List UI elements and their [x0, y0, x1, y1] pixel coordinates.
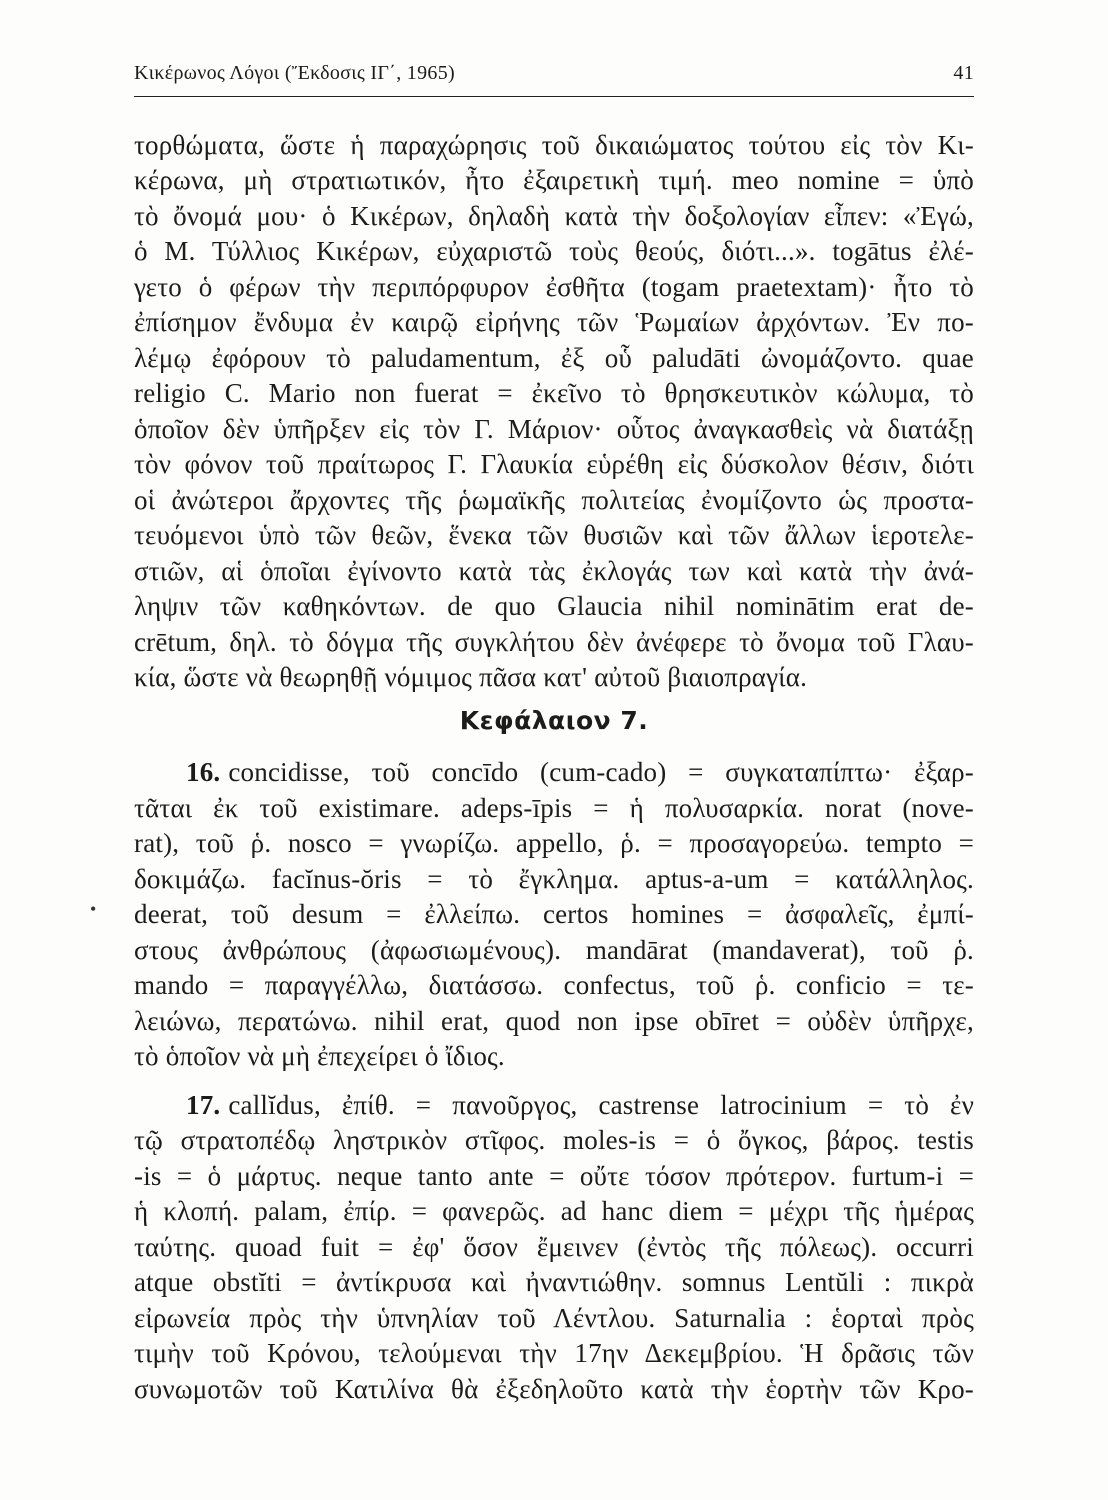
text-line: δοκιμάζω. facĭnus-ŏris = τὸ ἔγκλημα. aptus-a-um = κατάλληλος. [134, 864, 974, 894]
text-line: ταύτης. quoad fuit = ἐφ' ὅσον ἔμεινεν (ἐντὸς τῆς πόλεως). occurri [134, 1232, 974, 1262]
text-line: ληψιν τῶν καθηκόντων. de quo Glaucia nihil nominātim erat de- [134, 591, 974, 621]
text-line: religio C. Mario non fuerat = ἐκεῖνο τὸ θρησκευτικὸν κώλυμα, τὸ [134, 378, 974, 408]
text-line: ἡ κλοπή. palam, ἐπίρ. = φανερῶς. ad hanc diem = μέχρι τῆς ἡμέρας [134, 1196, 974, 1226]
text-line: ὁ Μ. Τύλλιος Κικέρων, εὐχαριστῶ τοὺς θεούς, διότι...». togātus ἐλέ- [134, 236, 974, 266]
running-title: Κικέρωνος Λόγοι (Ἔκδοσις ΙΓ΄, 1965) [134, 62, 455, 84]
text-line: τὸ ὁποῖον νὰ μὴ ἐπεχείρει ὁ ἴδιος. [134, 1041, 505, 1071]
margin-dot: • [90, 899, 97, 919]
text-line: τῷ στρατοπέδῳ ληστρικὸν στῖφος. moles-is = ὁ ὄγκος, βάρος. testis [134, 1125, 974, 1155]
text-line: λέμῳ ἐφόρουν τὸ paludamentum, ἐξ οὗ paludāti ὠνομάζοντο. quae [134, 343, 974, 373]
text-line: ὁποῖον δὲν ὑπῆρξεν εἰς τὸν Γ. Μάριον· οὗτος ἀναγκασθεὶς νὰ διατάξῃ [134, 414, 974, 444]
text-line: γετο ὁ φέρων τὴν περιπόρφυρον ἐσθῆτα (togam praetextam)· ἦτο τὸ [134, 272, 974, 302]
text-line: crētum, δηλ. τὸ δόγμα τῆς συγκλήτου δὲν ἀνέφερε τὸ ὄνομα τοῦ Γλαυ- [134, 627, 974, 657]
text-line: τευόμενοι ὑπὸ τῶν θεῶν, ἕνεκα τῶν θυσιῶν καὶ τῶν ἄλλων ἱεροτελε- [134, 520, 974, 550]
text-line: -is = ὁ μάρτυς. neque tanto ante = οὔτε τόσον πρότερον. furtum-i = [134, 1161, 974, 1191]
text-line: concidisse, τοῦ concīdo (cum-cado) = συγκαταπίπτω· ἐξαρ- [228, 757, 974, 787]
text-line: atque obstĭti = ἀντίκρυσα καὶ ἠναντιώθην. somnus Lentŭli : πικρὰ [134, 1267, 974, 1297]
paragraph-number: 17. [186, 1090, 221, 1120]
text-line: τὸν φόνον τοῦ πραίτωρος Γ. Γλαυκία εὑρέθη εἰς δύσκολον θέσιν, διότι [134, 449, 974, 479]
text-line: συνωμοτῶν τοῦ Κατιλίνα θὰ ἐξεδηλοῦτο κατὰ τὴν ἑορτὴν τῶν Κρο- [134, 1374, 974, 1404]
page-number: 41 [953, 62, 974, 84]
running-header [134, 58, 974, 94]
text-line: κία, ὥστε νὰ θεωρηθῇ νόμιμος πᾶσα κατ' αὐτοῦ βιαιοπραγία. [134, 662, 808, 692]
text-line: callĭdus, ἐπίθ. = πανοῦργος, castrense latrocinium = τὸ ἐν [228, 1090, 974, 1120]
text-line: τορθώματα, ὥστε ἡ παραχώρησις τοῦ δικαιώματος τούτου εἰς τὸν Κι- [134, 130, 974, 160]
paragraph-first-line [186, 755, 974, 789]
paragraph-number: 16. [186, 757, 221, 787]
chapter-heading: Κεφάλαιον 7. [459, 706, 649, 735]
text-line: mando = παραγγέλλω, διατάσσω. confectus, τοῦ ῥ. conficio = τε- [134, 970, 974, 1000]
header-rule [134, 96, 974, 97]
text-line: τιμὴν τοῦ Κρόνου, τελούμεναι τὴν 17ην Δεκεμβρίου. Ἡ δρᾶσις τῶν [134, 1338, 974, 1368]
text-line: rat), τοῦ ῥ. nosco = γνωρίζω. appello, ῥ. = προσαγορεύω. tempto = [134, 828, 974, 858]
text-line: τὸ ὄνομά μου· ὁ Κικέρων, δηλαδὴ κατὰ τὴν δοξολογίαν εἶπεν: «Ἐγώ, [134, 201, 974, 231]
paragraph-first-line [186, 1088, 974, 1122]
text-line: κέρωνα, μὴ στρατιωτικόν, ἦτο ἐξαιρετικὴ τιμή. meo nomine = ὑπὸ [134, 165, 974, 195]
text-line: οἱ ἀνώτεροι ἄρχοντες τῆς ῥωμαϊκῆς πολιτείας ἐνομίζοντο ὡς προστα- [134, 485, 974, 515]
text-line: στους ἀνθρώπους (ἀφωσιωμένους). mandārat (mandaverat), τοῦ ῥ. [134, 935, 974, 965]
text-line: ἐπίσημον ἔνδυμα ἐν καιρῷ εἰρήνης τῶν Ῥωμαίων ἀρχόντων. Ἐν πο- [134, 307, 974, 337]
text-line: στιῶν, αἱ ὁποῖαι ἐγίνοντο κατὰ τὰς ἐκλογάς των καὶ κατὰ τὴν ἀνά- [134, 556, 974, 586]
text-line: τᾶται ἐκ τοῦ existimare. adeps-īpis = ἡ πολυσαρκία. norat (nove- [134, 793, 974, 823]
text-line: εἰρωνεία πρὸς τὴν ὑπνηλίαν τοῦ Λέντλου. Saturnalia : ἑορταὶ πρὸς [134, 1303, 974, 1333]
text-line: λειώνω, περατώνω. nihil erat, quod non ipse obīret = οὐδὲν ὑπῆρχε, [134, 1006, 974, 1036]
text-line: deerat, τοῦ desum = ἐλλείπω. certos homines = ἀσφαλεῖς, ἐμπί- [134, 899, 974, 929]
